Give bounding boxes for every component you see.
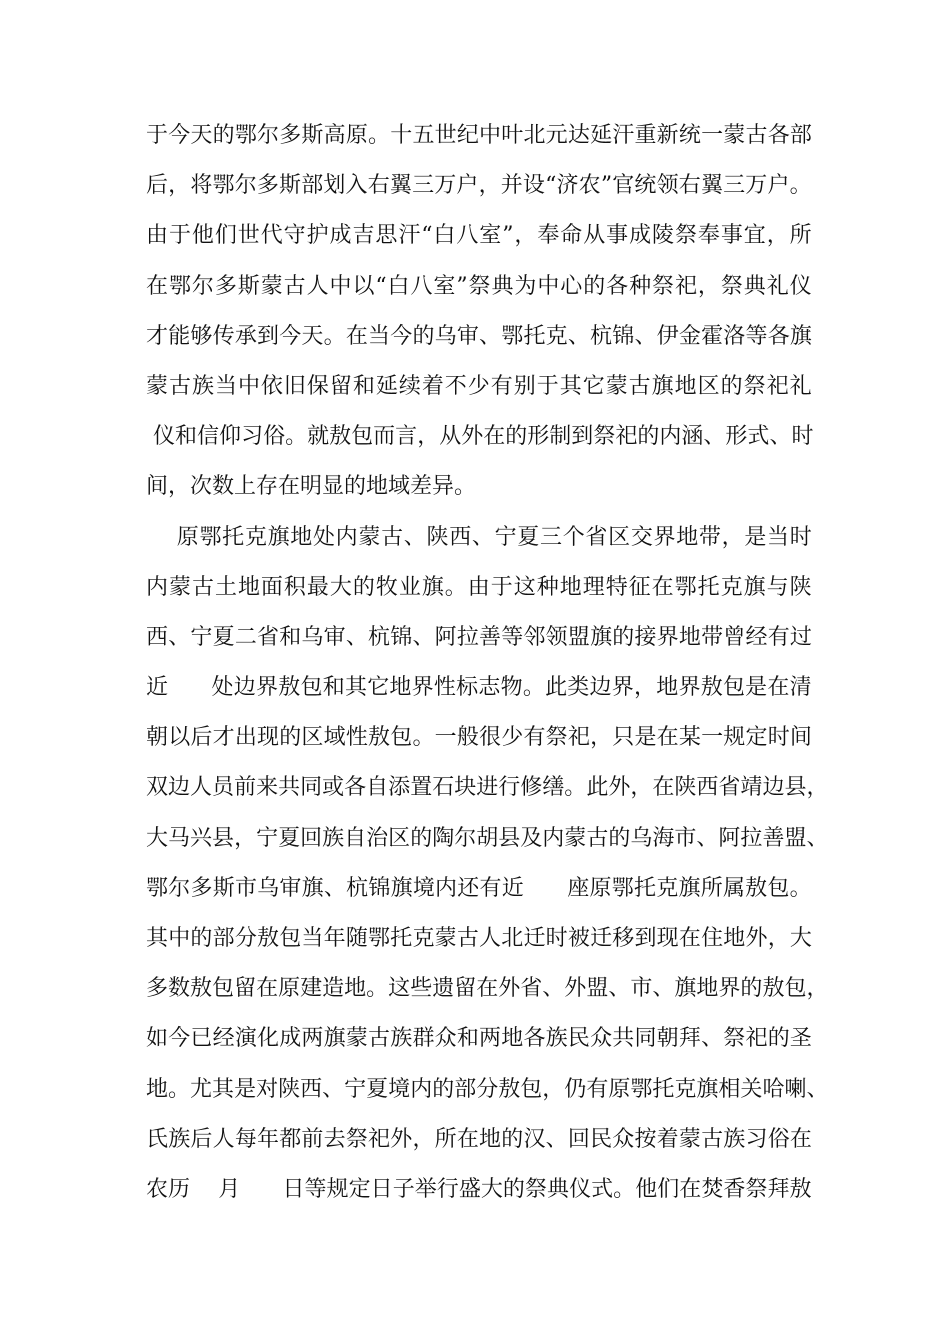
text-line: 近 处 边 界 敖 包 和 其 它 地 界 性 标 志 物 。 此 类 边 界 ， 地 界 敖 包 是 在 清 xyxy=(146,675,812,701)
text-line: 大 马 兴 县 ， 宁 夏 回 族 自 治 区 的 陶 尔 胡 县 及 内 蒙 古 的 乌 海 市 、 阿 拉 善 盟 、 xyxy=(146,825,829,851)
text-line: 鄂 尔 多 斯 市 乌 审 旗 、 杭 锦 旗 境 内 还 有 近 座 原 鄂 托 克 旗 所 属 敖 包 。 xyxy=(146,875,812,901)
text-line: 后 ， 将 鄂 尔 多 斯 部 划 入 右 翼 三 万 户 ， 并 设 “ 济 农 ” 官 统 领 右 翼 三 万 户 。 xyxy=(146,173,812,199)
text-line: 西 、 宁 夏 二 省 和 乌 审 、 杭 锦 、 阿 拉 善 等 邻 领 盟 旗 的 接 界 地 带 曾 经 有 过 xyxy=(146,624,812,650)
text-line: 蒙 古 族 当 中 依 旧 保 留 和 延 续 着 不 少 有 别 于 其 它 蒙 古 旗 地 区 的 祭 祀 礼 xyxy=(146,373,812,399)
body-text xyxy=(146,118,829,1222)
text-line: 双 边 人 员 前 来 共 同 或 各 自 添 置 石 块 进 行 修 缮 。 此 外 ， 在 陕 西 省 靖 边 县 ， xyxy=(146,775,829,801)
text-line: 由 于 他 们 世 代 守 护 成 吉 思 汗 “ 白 八 室 ” ， 奉 命 从 事 成 陵 祭 奉 事 宜 ， 所 xyxy=(146,223,812,249)
text-line: 地 。 尤 其 是 对 陕 西 、 宁 夏 境 内 的 部 分 敖 包 ， 仍 有 原 鄂 托 克 旗 相 关 哈 喇 、 xyxy=(146,1076,829,1102)
text-line: 农 历 月 日 等 规 定 日 子 举 行 盛 大 的 祭 典 仪 式 。 他 们 在 焚 香 祭 拜 敖 xyxy=(146,1176,812,1202)
text-line: 氏 族 后 人 每 年 都 前 去 祭 祀 外 ， 所 在 地 的 汉 、 回 民 众 按 着 蒙 古 族 习 俗 在 xyxy=(146,1126,812,1152)
text-line: 在 鄂 尔 多 斯 蒙 古 人 中 以 “ 白 八 室 ” 祭 典 为 中 心 的 各 种 祭 祀 ， 祭 典 礼 仪 xyxy=(146,273,812,299)
text-line: 间，次数上存在明显的地域差异。 xyxy=(146,474,477,500)
text-line: 如 今 已 经 演 化 成 两 旗 蒙 古 族 群 众 和 两 地 各 族 民 众 共 同 朝 拜 、 祭 祀 的 圣 xyxy=(146,1026,812,1052)
text-line: 仪 和 信 仰 习 俗 。 就 敖 包 而 言 ， 从 外 在 的 形 制 到 祭 祀 的 内 涵 、 形 式 、 时 xyxy=(153,424,814,450)
text-line: 才 能 够 传 承 到 今 天 。 在 当 今 的 乌 审 、 鄂 托 克 、 杭 锦 、 伊 金 霍 洛 等 各 旗 xyxy=(146,323,812,349)
text-line: 其 中 的 部 分 敖 包 当 年 随 鄂 托 克 蒙 古 人 北 迁 时 被 迁 移 到 现 在 住 地 外 ， 大 xyxy=(146,926,812,951)
text-line: 朝 以 后 才 出 现 的 区 域 性 敖 包 。 一 般 很 少 有 祭 祀 ， 只 是 在 某 一 规 定 时 间 xyxy=(146,725,812,751)
text-line: 于 今 天 的 鄂 尔 多 斯 高 原 。 十 五 世 纪 中 叶 北 元 达 延 汗 重 新 统 一 蒙 古 各 部 xyxy=(146,123,812,148)
text-line: 原 鄂 托 克 旗 地 处 内 蒙 古 、 陕 西 、 宁 夏 三 个 省 区 交 界 地 带 ， 是 当 时 xyxy=(176,524,812,550)
text-line: 多 数 敖 包 留 在 原 建 造 地 。 这 些 遗 留 在 外 省 、 外 盟 、 市 、 旗 地 界 的 敖 包 ， xyxy=(146,976,829,1002)
text-line: 内 蒙 古 土 地 面 积 最 大 的 牧 业 旗 。 由 于 这 种 地 理 特 征 在 鄂 托 克 旗 与 陕 xyxy=(146,574,812,600)
